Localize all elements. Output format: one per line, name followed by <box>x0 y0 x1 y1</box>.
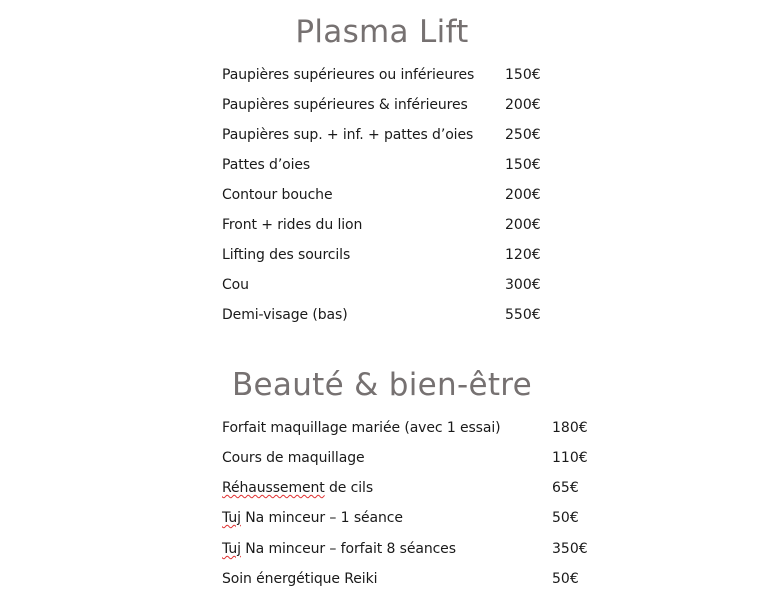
service-name: Forfait maquillage mariée (avec 1 essai) <box>222 420 501 436</box>
service-price: 200€ <box>505 97 541 113</box>
section-title-plasma-lift: Plasma Lift <box>295 14 469 50</box>
price-row <box>222 215 541 235</box>
service-price: 300€ <box>505 277 541 293</box>
spellcheck-underlined-word[interactable]: Réhaussement <box>222 480 325 496</box>
service-price: 350€ <box>552 541 588 557</box>
service-name <box>222 508 403 528</box>
service-name: Pattes d’oies <box>222 157 311 173</box>
price-row <box>222 418 588 438</box>
service-name: Cou <box>222 277 249 293</box>
price-row <box>222 508 579 528</box>
price-row <box>222 448 588 468</box>
price-row <box>222 125 541 145</box>
price-row <box>222 155 541 175</box>
service-price: 150€ <box>505 157 541 173</box>
section-title-beaute-bien-etre: Beauté & bien-être <box>231 367 533 403</box>
service-price: 50€ <box>552 571 579 587</box>
service-name: Demi-visage (bas) <box>222 307 348 323</box>
service-price: 150€ <box>505 67 541 83</box>
price-row <box>222 305 541 325</box>
service-name <box>222 539 456 559</box>
service-price: 200€ <box>505 187 541 203</box>
service-price: 250€ <box>505 127 541 143</box>
spellcheck-underlined-word[interactable]: Tuj <box>222 510 241 526</box>
service-price: 120€ <box>505 247 541 263</box>
price-row <box>222 478 579 498</box>
service-price: 110€ <box>552 450 588 466</box>
service-name-rest: Na minceur – forfait 8 séances <box>240 541 456 557</box>
service-name: Lifting des sourcils <box>222 247 351 263</box>
service-name-rest: Na minceur – 1 séance <box>240 510 403 526</box>
price-row <box>222 245 541 265</box>
service-name: Cours de maquillage <box>222 450 365 466</box>
service-name <box>222 478 373 498</box>
service-price: 200€ <box>505 217 541 233</box>
service-name: Front + rides du lion <box>222 217 363 233</box>
service-price: 550€ <box>505 307 541 323</box>
service-name: Soin énergétique Reiki <box>222 571 378 587</box>
price-row <box>222 65 541 85</box>
price-row <box>222 185 541 205</box>
service-name: Paupières supérieures & inférieures <box>222 97 468 113</box>
service-price: 50€ <box>552 510 579 526</box>
spellcheck-underlined-word[interactable]: Tuj <box>222 541 241 557</box>
service-price: 65€ <box>552 480 579 496</box>
service-name: Contour bouche <box>222 187 333 203</box>
service-name: Paupières supérieures ou inférieures <box>222 67 475 83</box>
service-name-rest: de cils <box>324 480 374 496</box>
service-name: Paupières sup. + inf. + pattes d’oies <box>222 127 474 143</box>
price-row <box>222 539 588 559</box>
price-row <box>222 95 541 115</box>
price-row <box>222 569 579 589</box>
service-price: 180€ <box>552 420 588 436</box>
price-row <box>222 275 541 295</box>
